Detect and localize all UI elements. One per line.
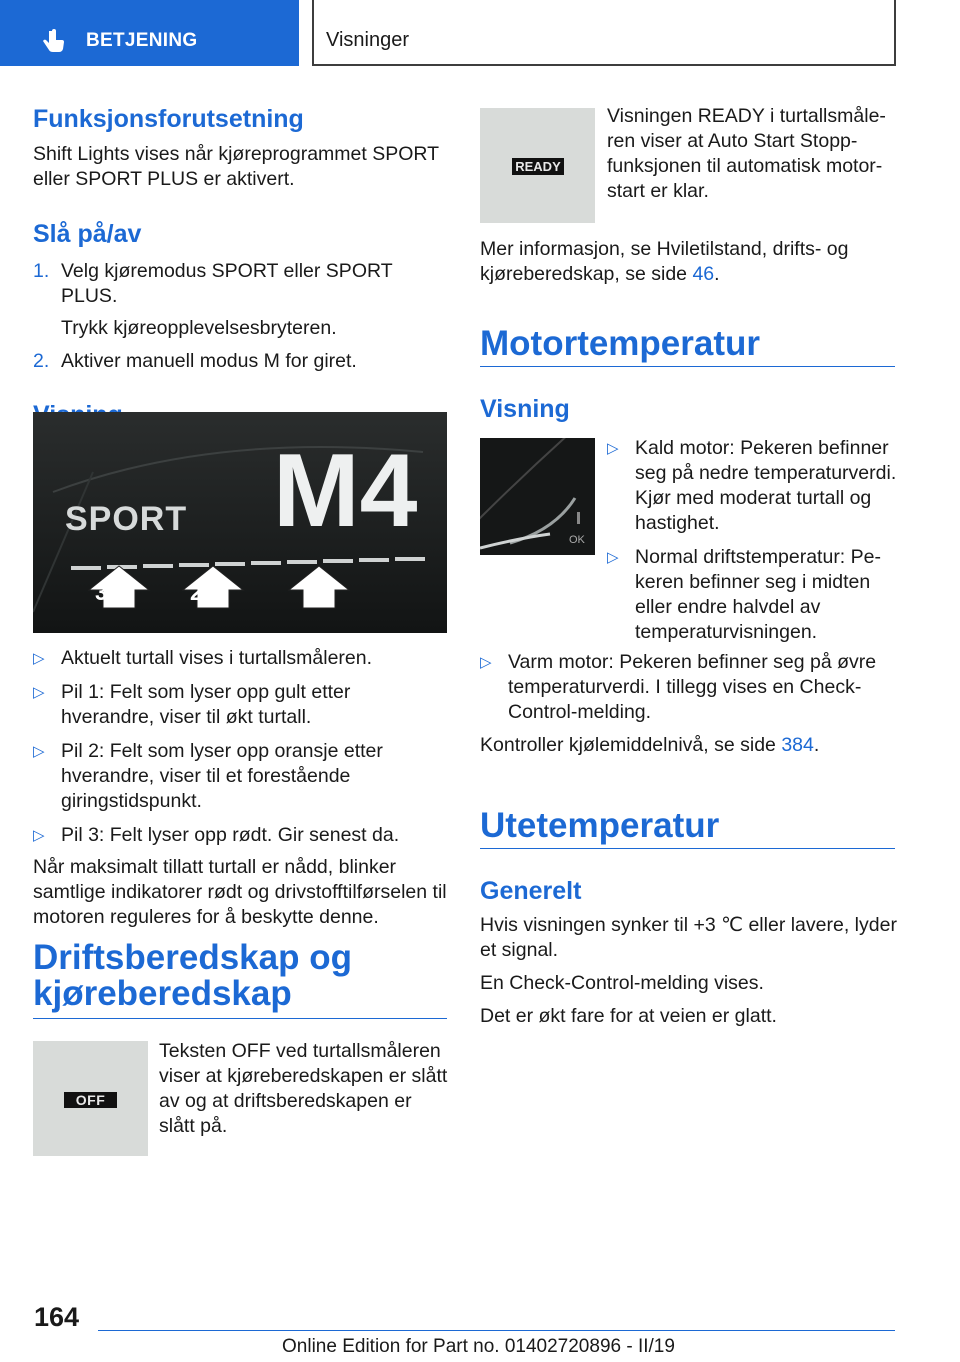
- hand-pointer-icon: [40, 28, 66, 54]
- bullet-text: Pil 3: Felt lyser opp rødt. Gir senest da.: [61, 824, 400, 846]
- text: Mer informasjon, se Hviletilstand, drifts- og kjøreberedskap, se side: [480, 238, 849, 285]
- left-column: [33, 104, 447, 430]
- heading-text: Motortemperatur: [480, 324, 761, 363]
- list-item: [33, 646, 447, 671]
- paragraph-kontroller: [480, 733, 900, 758]
- section-label: BETJENING: [86, 30, 198, 51]
- heading-utetemperatur: [480, 808, 895, 849]
- instrument-cluster-image: [33, 412, 447, 633]
- sport-mode-label: SPORT: [65, 500, 188, 538]
- ready-badge: READY: [512, 158, 564, 175]
- heading-funksjonsforutsetning: Funksjonsforutsetning: [33, 105, 304, 133]
- bullet-text: Kald motor: Pekeren befinner seg på nedre temperaturverdi. Kjør med moderat turtall og hastighet.: [635, 437, 897, 534]
- bullet-text: Varm motor: Pekeren befinner seg på øvre temperaturverdi. I tillegg vises en Check-Control-melding.: [508, 651, 877, 723]
- list-item: [33, 823, 447, 848]
- arrow-label-2: 2: [190, 580, 203, 605]
- triangle-bullet-icon: ▷: [33, 650, 45, 667]
- footer-divider: [98, 1330, 895, 1331]
- ready-indicator-image: [480, 108, 595, 223]
- bullet-list-hot: [480, 650, 900, 725]
- bullet-text: Pil 2: Felt som lyser opp oransje etter hverandre, viser til et forestående giringstidspunkt.: [61, 740, 383, 812]
- paragraph-ready: Visningen READY i turtallsmåleren viser at Auto Start Stopp-funksjonen til automatisk motorstart er klar.: [607, 105, 886, 202]
- text: .: [813, 734, 820, 756]
- paragraph-mer-informasjon: [480, 237, 900, 287]
- step-number: 1.: [33, 260, 50, 282]
- step-text: Velg kjøremodus SPORT eller SPORT PLUS.: [61, 260, 393, 307]
- list-item: [33, 259, 447, 309]
- section-tab[interactable]: [0, 0, 299, 66]
- paragraph-off: Teksten OFF ved turtallsmåleren viser at kjøreberedskapen er slått av og at driftsberedskapen er slått på.: [159, 1040, 448, 1137]
- bullet-text: Aktuelt turtall vises i turtallsmåleren.: [61, 647, 373, 669]
- list-item: [480, 650, 900, 725]
- off-indicator-image: [33, 1041, 148, 1156]
- triangle-bullet-icon: ▷: [33, 684, 45, 701]
- page-link-384[interactable]: 384: [781, 734, 814, 756]
- list-item: [33, 739, 447, 814]
- chapter-title: Visninger: [326, 29, 410, 51]
- triangle-bullet-icon: ▷: [607, 440, 619, 457]
- arrow-label-3: 3: [95, 580, 108, 605]
- paragraph-maksimalt: Når maksimalt tillatt turtall er nådd, blinker samtlige indikatorer rødt og drivstofftilførselen til motoren reguleres for å beskytte denne.: [33, 856, 447, 928]
- triangle-bullet-icon: ▷: [607, 549, 619, 566]
- step-subtext: Trykk kjøreopplevelsesbryteren.: [61, 317, 337, 339]
- step-text: Aktiver manuell modus M for giret.: [61, 350, 357, 372]
- list-item: [33, 680, 447, 730]
- list-item: [607, 545, 897, 645]
- heading-line-1: Driftsberedskap og: [33, 938, 352, 977]
- step-number: 2.: [33, 350, 50, 372]
- list-item: [33, 349, 447, 374]
- paragraph-generelt-1: Hvis visningen synker til +3 ℃ eller lavere, lyder et signal.: [480, 914, 897, 961]
- triangle-bullet-icon: ▷: [480, 654, 492, 671]
- heading-generelt: Generelt: [480, 877, 582, 905]
- paragraph-generelt-2: En Check-Control-melding vises.: [480, 972, 764, 994]
- text: .: [714, 263, 720, 285]
- left-column-lower: [33, 646, 447, 930]
- page-link-46[interactable]: 46: [692, 263, 715, 285]
- paragraph-generelt-3: Det er økt fare for at veien er glatt.: [480, 1005, 777, 1027]
- page-number: 164: [34, 1302, 80, 1332]
- heading-text: Utetemperatur: [480, 806, 720, 845]
- temperature-gauge-image: [480, 438, 595, 555]
- paragraph-funksjonsforutsetning: Shift Lights vises når kjøreprogrammet SPORT eller SPORT PLUS er aktivert.: [33, 143, 439, 190]
- text: Kontroller kjølemiddelnivå, se side: [480, 734, 782, 756]
- gear-label: M4: [273, 433, 418, 549]
- heading-line-2: kjøreberedskap: [33, 974, 292, 1013]
- chapter-header: [312, 0, 896, 66]
- gauge-ok-label: OK: [569, 534, 585, 546]
- list-item: [607, 436, 897, 536]
- bullet-text: Normal driftstemperatur: Pekeren befinner seg i midten eller endre halvdel av temperaturvisningen.: [635, 546, 881, 643]
- triangle-bullet-icon: ▷: [33, 743, 45, 760]
- bullet-text: Pil 1: Felt som lyser opp gult etter hverandre, viser til økt turtall.: [61, 681, 351, 728]
- heading-sla-pa-av: Slå på/av: [33, 220, 142, 248]
- generelt-body: [480, 913, 900, 1029]
- triangle-bullet-icon: ▷: [33, 827, 45, 844]
- heading-driftsberedskap: [33, 940, 447, 1019]
- bullet-list-gauge: [607, 436, 897, 645]
- off-badge: OFF: [64, 1092, 117, 1108]
- heading-visning-right: Visning: [480, 395, 570, 423]
- heading-motortemperatur: [480, 326, 895, 367]
- edition-text: Online Edition for Part no. 01402720896 - II/19: [282, 1336, 675, 1357]
- arrow-label-1: 1: [315, 580, 328, 605]
